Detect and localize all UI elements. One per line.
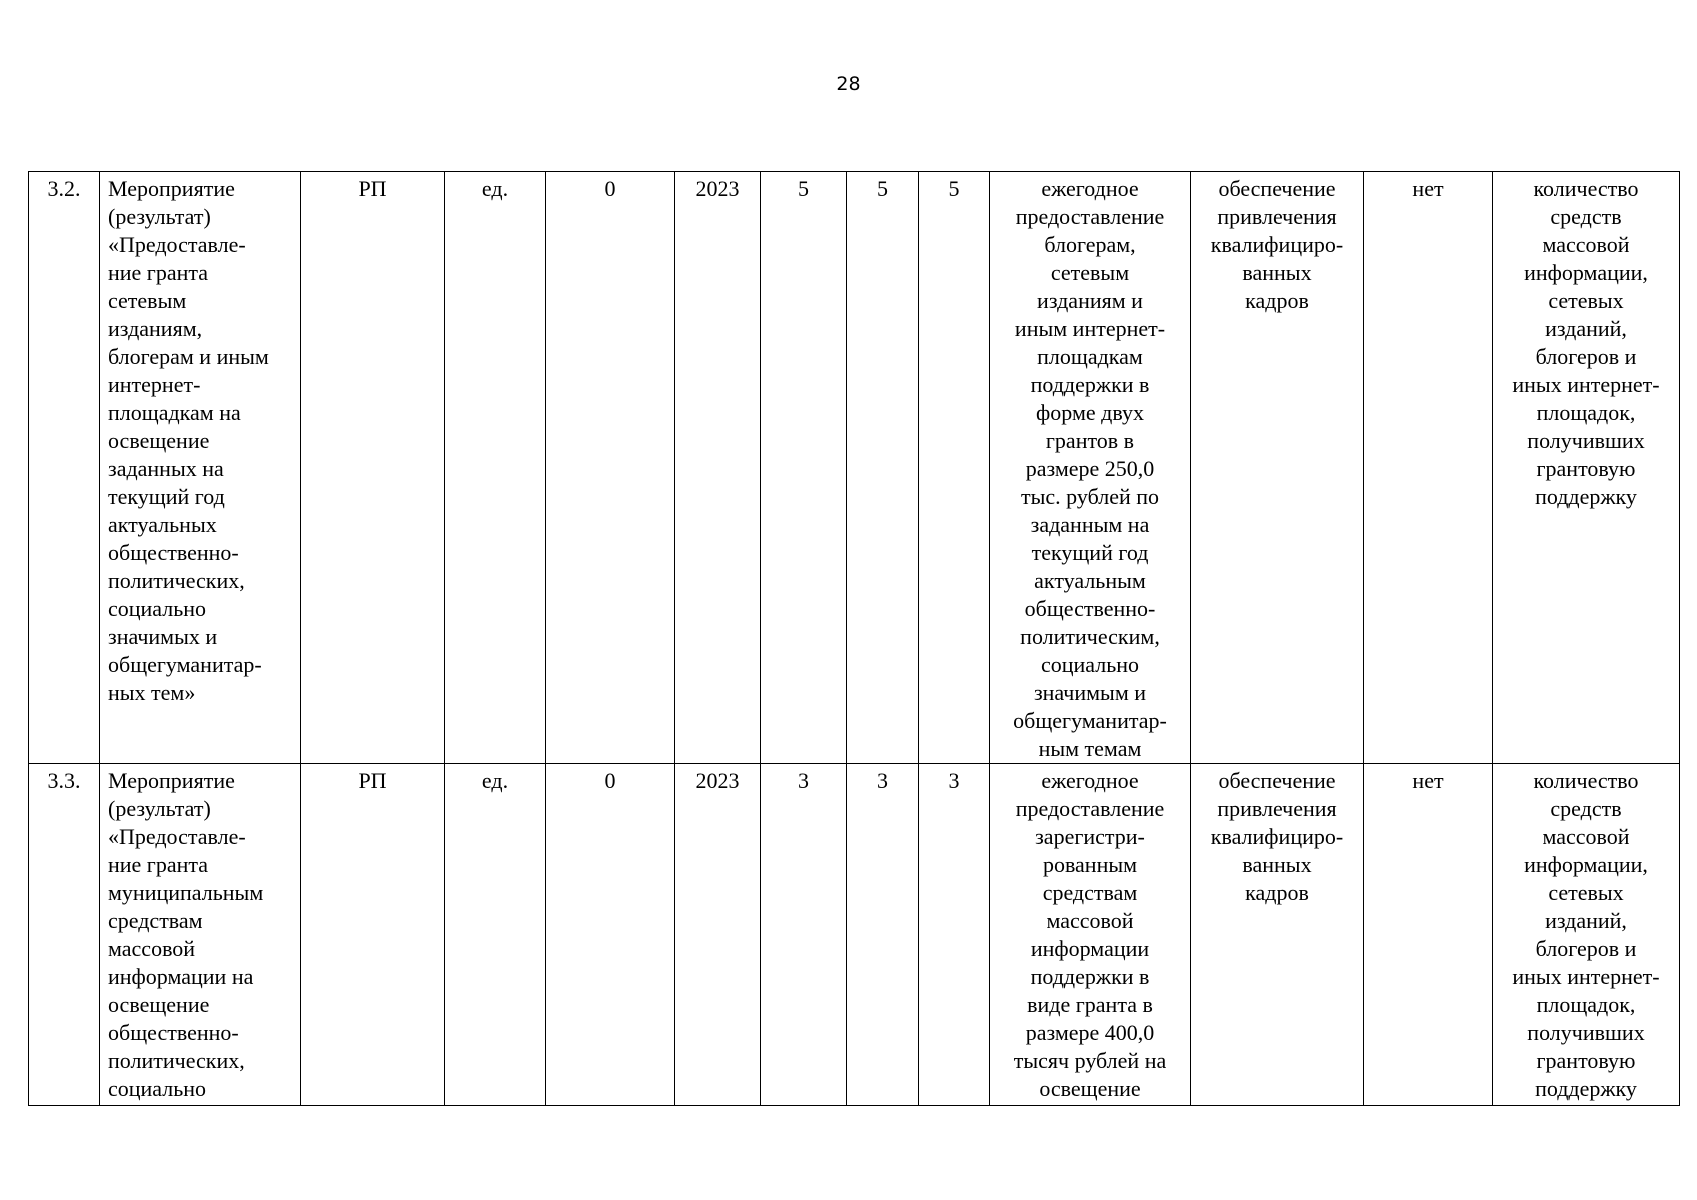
table-row (29, 764, 1680, 1106)
table-row (29, 172, 1680, 764)
value-year-2-cell: 5 (847, 172, 919, 764)
base-year-cell: 2023 (675, 172, 761, 764)
level-cell: РП (301, 764, 445, 1106)
unit-cell: ед. (445, 764, 546, 1106)
value-year-3-cell: 3 (919, 764, 990, 1106)
description-cell: ежегодное предоставление зарегистри- рованным средствам массовой информации поддержки в виде гранта в размере 400,0 тысяч рублей на освещение (990, 764, 1191, 1106)
base-year-cell: 2023 (675, 764, 761, 1106)
program-table (28, 171, 1680, 1106)
row-number-cell: 3.2. (29, 172, 100, 764)
link-cell: обеспечение привлечения квалифициро- ванных кадров (1191, 764, 1364, 1106)
unit-cell: ед. (445, 172, 546, 764)
event-name-cell: Мероприятие (результат) «Предоставле- ние гранта сетевым изданиям, блогерам и иным интернет- площадкам на освещение заданных на текущий год актуальных общественно- политических, социально значимых и общегуманитар- ных тем» (100, 172, 301, 764)
value-year-1-cell: 5 (761, 172, 847, 764)
event-name-cell: Мероприятие (результат) «Предоставле- ние гранта муниципальным средствам массовой информации на освещение общественно- политических, социально (100, 764, 301, 1106)
base-value-cell: 0 (546, 172, 675, 764)
description-cell: ежегодное предоставление блогерам, сетевым изданиям и иным интернет- площадкам поддержки в форме двух грантов в размере 250,0 тыс. рублей по заданным на текущий год актуальным общественно- политическим, социально значимым и общегуманитар- ным темам (990, 172, 1191, 764)
link-cell: обеспечение привлечения квалифициро- ванных кадров (1191, 172, 1364, 764)
flag-cell: нет (1364, 172, 1493, 764)
flag-cell: нет (1364, 764, 1493, 1106)
base-value-cell: 0 (546, 764, 675, 1106)
indicator-cell: количество средств массовой информации, сетевых изданий, блогеров и иных интернет- площадок, получивших грантовую поддержку (1493, 172, 1680, 764)
page-number: 28 (836, 73, 861, 95)
value-year-3-cell: 5 (919, 172, 990, 764)
value-year-2-cell: 3 (847, 764, 919, 1106)
value-year-1-cell: 3 (761, 764, 847, 1106)
indicator-cell: количество средств массовой информации, сетевых изданий, блогеров и иных интернет- площадок, получивших грантовую поддержку (1493, 764, 1680, 1106)
level-cell: РП (301, 172, 445, 764)
row-number-cell: 3.3. (29, 764, 100, 1106)
